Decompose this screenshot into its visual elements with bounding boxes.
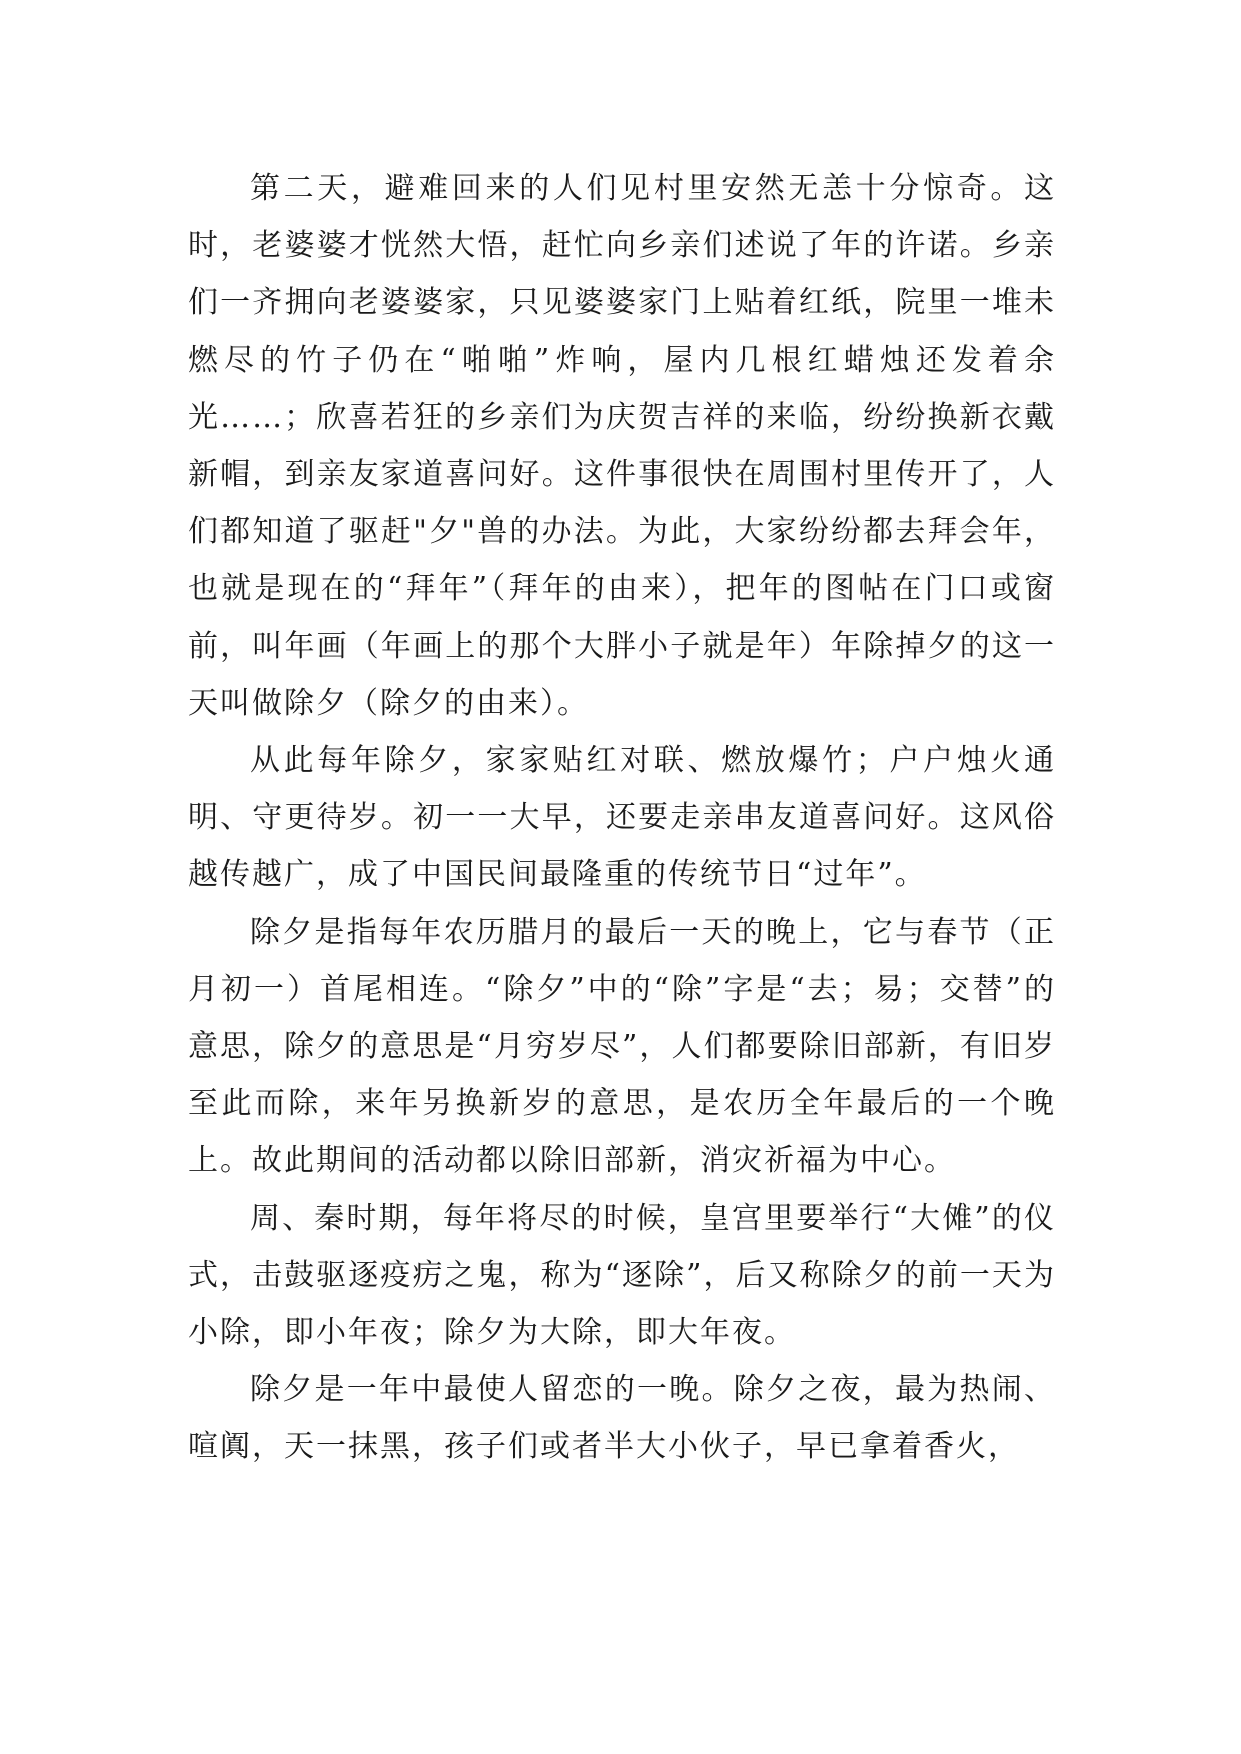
paragraph-4: 周、秦时期，每年将尽的时候，皇宫里要举行“大傩”的仪式，击鼓驱逐疫疠之鬼，称为“逐除”，后又称除夕的前一天为小除，即小年夜；除夕为大除，即大年夜。 [188, 1200, 1056, 1351]
paragraph-2: 从此每年除夕，家家贴红对联、燃放爆竹；户户烛火通明、守更待岁。初一一大早，还要走亲串友道喜问好。这风俗越传越广，成了中国民间最隆重的传统节日“过年”。 [188, 743, 1056, 893]
paragraph-1: 第二天，避难回来的人们见村里安然无恙十分惊奇。这时，老婆婆才恍然大悟，赶忙向乡亲们述说了年的许诺。乡亲们一齐拥向老婆婆家，只见婆婆家门上贴着红纸，院里一堆未燃尽的竹子仍在“啪啪”炸响，屋内几根红蜡烛还发着余光……；欣喜若狂的乡亲们为庆贺吉祥的来临，纷纷换新衣戴新帽，到亲友家道喜问好。这件事很快在周围村里传开了，人们都知道了驱赶"夕"兽的办法。为此，大家纷纷都去拜会年，也就是现在的“拜年”（拜年的由来），把年的图帖在门口或窗前，叫年画（年画上的那个大胖小子就是年）年除掉夕的这一天叫做除夕（除夕的由来）。 [188, 171, 1056, 721]
paragraph-3: 除夕是指每年农历腊月的最后一天的晚上，它与春节（正月初一）首尾相连。“除夕”中的“除”字是“去；易；交替”的意思，除夕的意思是“月穷岁尽”，人们都要除旧部新，有旧岁至此而除，来年另换新岁的意思，是农历全年最后的一个晚上。故此期间的活动都以除旧部新，消灾祈福为中心。 [188, 914, 1056, 1179]
document-body [188, 160, 1056, 1476]
paragraph-5: 除夕是一年中最使人留恋的一晚。除夕之夜，最为热闹、喧阗，天一抹黑，孩子们或者半大小伙子，早已拿着香火， [188, 1372, 1056, 1465]
